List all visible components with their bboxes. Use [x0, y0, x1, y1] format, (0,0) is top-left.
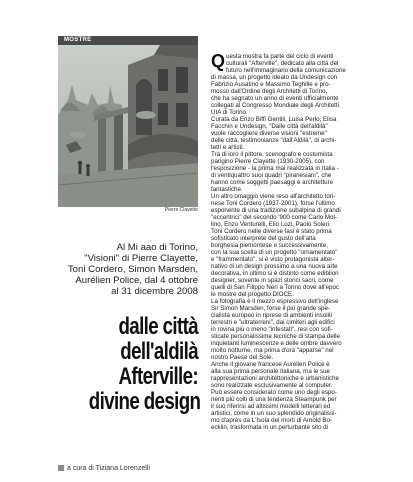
article-line: borghesia piemontese e successivamente, — [211, 242, 328, 249]
article-line: tetti e artisti. — [211, 144, 245, 151]
article-line: molto notturne, ma prima d'ora "apparse" nel — [211, 347, 334, 354]
intro-line: "Visioni" di Pierre Clayette, — [84, 253, 198, 264]
artwork-image — [58, 45, 198, 207]
photo-caption: Pierre Clayette — [164, 207, 198, 213]
article-line: UIA di Torino. — [211, 109, 248, 116]
section-label-bar — [58, 36, 198, 45]
artwork-illustration — [58, 45, 198, 207]
article-line: esponente di una tradizione subalpina di grandi — [211, 207, 341, 214]
article-line: Anche il giovane francese Aurélien Police è — [211, 361, 330, 368]
article-line: artistici, come in un suo splendido originalissi- — [211, 410, 337, 417]
article-line: e "frammentato", si è visto protagonista alter- — [211, 256, 335, 263]
article-line: l'esposizione - la prima mai realizzata in Italia - — [211, 165, 339, 172]
byline-square-icon — [58, 465, 64, 471]
article-line: Facchin e Undesign, "Dalle città dell'aldilà" — [211, 123, 328, 130]
article-line: hanno come soggetti paesaggi e architetture — [211, 179, 334, 186]
article-line: terrestri e "ultraterreni", dai cimiteri agli edifici — [211, 319, 335, 326]
article-line: che ha segnato un anno di eventi ufficialmente — [211, 95, 339, 102]
article-line: mosso dall'Ordine degli Architetti di Torino, — [211, 88, 328, 95]
intro-line: al 31 dicembre 2008 — [111, 286, 198, 297]
article-line: lino, Enzo Venturelli, Elio Luzi, Paolo Soleri. — [211, 221, 331, 228]
article-line: il suo riferirsi ad altissimi modelli letterari ed — [211, 403, 331, 410]
article-line: La fotografia è il mezzo espressivo dell'inglese — [211, 298, 339, 305]
article-line: cialista europeo in riprese di ambienti insoliti — [211, 312, 333, 319]
article-line: fantastiche. — [211, 186, 243, 193]
article-text — [211, 53, 359, 431]
article-line: rappresentazioni architettoniche e urbanistiche — [211, 375, 339, 382]
article-line: alla sua prima personale italiana, ma le sue — [211, 368, 331, 375]
article-line: quelli di San Filippo Neri a Torino dove all'epoc — [211, 284, 339, 291]
article-line: sticate personalissime tecniche di stampa delle — [211, 333, 340, 340]
article-line: nostro Paese del Sole. — [211, 354, 274, 361]
headline-line: Afterville: — [118, 363, 198, 390]
article-line: nativo di un design prossimo a una nuova arte — [211, 263, 338, 270]
article-line: in rovina più o meno "infestati", resi con sofi- — [211, 326, 333, 333]
section-label: MOSTRE — [64, 37, 92, 43]
intro-line: Al Mi aao di Torino, — [116, 242, 198, 253]
byline — [58, 464, 208, 473]
article-body — [211, 53, 359, 431]
article-line: decorativa, in ultimo si è distinto come ediblion — [211, 270, 339, 277]
article-line: Curata da Enzo Biffi Gentili, Luisa Perlo, Elisa — [211, 116, 337, 123]
article-line: con la sua scelta di un progetto "ornamentato" — [211, 249, 338, 256]
article-line: designer, sovente in spazi storici sacri, come — [211, 277, 334, 284]
article-line: futuro nell'immaginario della comunicazione — [226, 67, 346, 74]
article-line: di ventiquattro suoi quadri "piranesiani", che — [211, 172, 332, 179]
article-line: sono realizzate esclusivamente al computer. — [211, 382, 333, 389]
article-line: Può essere considerato come uno degli espo- — [211, 389, 337, 396]
drop-cap: Q — [211, 51, 226, 71]
article-line: parigino Pierre Clayette (1930-2005), con — [211, 158, 325, 165]
article-line: delle città, testimonianze "dall'Aldilà", di archi- — [211, 137, 337, 144]
article-line: Tra di loro il pittore, scenografo e costumista — [211, 151, 333, 158]
intro-line: Aurélien Police, dal 4 ottobre — [75, 275, 198, 286]
article-line: mo d'après da L'Isola dei morti di Arnold Bo- — [211, 417, 333, 424]
intro-line: Toni Cordero, Simon Marsden, — [67, 264, 198, 275]
article-line: sofisticato interprete del gusto dell'alta — [211, 235, 316, 242]
article-line: Toni Cordero nelle diverse fasi è stato prima — [211, 228, 332, 235]
article-line: Un altro omaggio viene reso all'architetto tori- — [211, 193, 336, 200]
headline-line: dell'aldilà — [120, 338, 198, 365]
article-line: inquietanti luminescenze e delle ombre davvero — [211, 340, 342, 347]
article-line: Fabrizio Ausatino e Massimo Teghille e pro- — [211, 81, 331, 88]
article-intro — [58, 242, 198, 297]
article-line: le mostre del progetto DIOCE. — [211, 291, 294, 298]
article-line: ecklin, trasformata in un perturbante sito di — [211, 424, 328, 431]
headline-line: dalle città — [118, 313, 198, 340]
article-headline — [58, 313, 201, 415]
article-line: di massa, un progetto ideato da Undesign con — [211, 74, 338, 81]
article-line: nenti più colti di una tendenza Steampunk per — [211, 396, 337, 403]
article-line: vuole raccogliere diverse visioni "estreme" — [211, 130, 327, 137]
article-line: nese Toni Cordero (1937-2001), forse l'ultimo — [211, 200, 335, 207]
article-line: culturali "Afterville", dedicato alla città del — [226, 60, 339, 67]
article-line: Sir Simon Marsden, forse il più grande spe- — [211, 305, 330, 312]
article-line: uesta mostra fa parte del ciclo di eventi — [226, 53, 334, 60]
article-line: "eccentrici" del secondo '900 come Carlo Mol- — [211, 214, 337, 221]
article-line: collegati al Congresso Mondiale degli Architetti — [211, 102, 339, 109]
byline-text: a cura di Tiziana Lorenzelli — [67, 465, 150, 472]
headline-line: divine design — [88, 388, 201, 415]
